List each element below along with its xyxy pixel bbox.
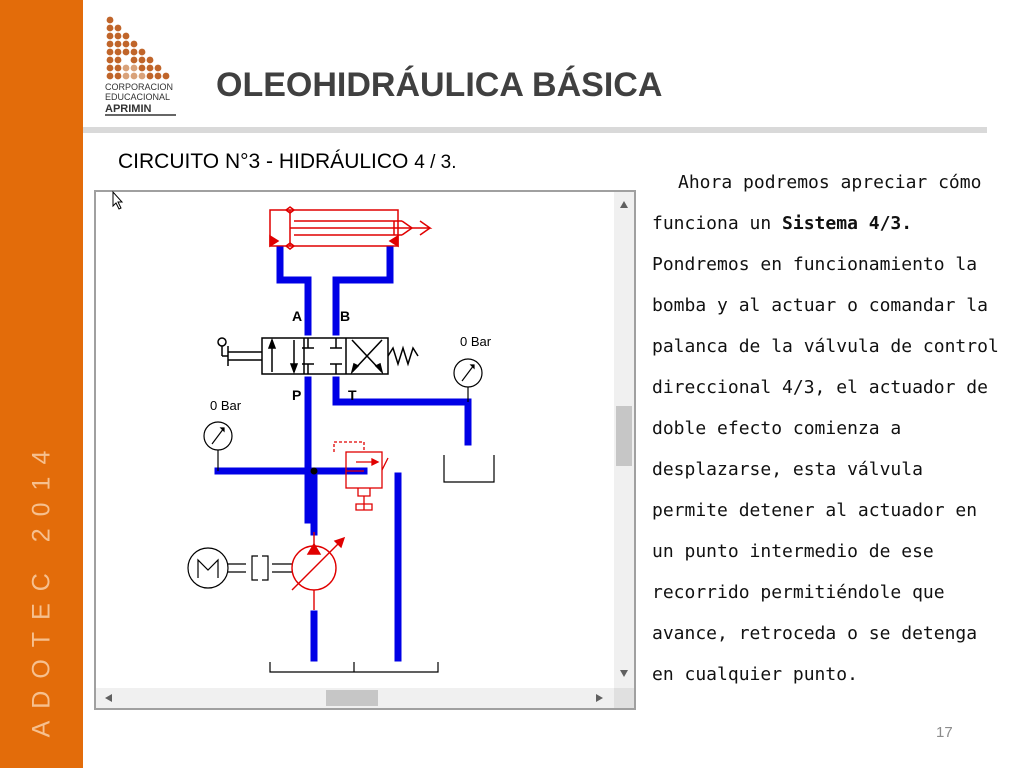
logo-line1: CORPORACION: [105, 82, 174, 92]
subtitle-fraction: 4 / 3.: [414, 152, 457, 173]
slide-title: OLEOHIDRÁULICA BÁSICA: [216, 66, 663, 104]
subtitle-text: CIRCUITO N°3 - HIDRÁULICO: [118, 150, 409, 173]
vertical-scroll-thumb[interactable]: [616, 406, 632, 466]
port-b-label: B: [340, 308, 351, 324]
description-part2: Pondremos en funcionamiento la bomba y al actuar o comandar la palanca de la válvula de control direccional 4/3, el actuador de doble efecto comienza a desplazarse, esta válvula permite detener al actuador en un punto intermedio de ese recorrido permitiéndole que avance, retroceda o se detenga en cualquier punto.: [652, 254, 999, 685]
horizontal-scroll-thumb[interactable]: [326, 690, 378, 706]
vertical-brand-text: ADOTEC 2014: [27, 438, 56, 738]
description-part1: Ahora podremos apreciar cómo funciona un: [652, 172, 982, 234]
page-number: 17: [936, 724, 953, 741]
logo-line2: EDUCACIONAL: [105, 92, 171, 102]
port-p-label: P: [292, 387, 302, 403]
logo-line3: APRIMIN: [105, 103, 152, 115]
port-a-label: A: [292, 308, 303, 324]
description-bold: Sistema 4/3.: [782, 213, 913, 234]
gauge-left-label: 0 Bar: [210, 398, 242, 413]
gauge-right-label: 0 Bar: [460, 334, 492, 349]
logo-dot-pyramid: [107, 17, 170, 80]
description-text: [652, 162, 1002, 695]
aprimin-logo: [104, 14, 182, 118]
hydraulic-simulator-window[interactable]: [94, 190, 636, 710]
title-divider: [83, 127, 987, 133]
description-paragraph: [652, 162, 1002, 695]
subtitle: [118, 150, 456, 174]
junction-dot: [311, 468, 318, 475]
hydraulic-circuit-diagram[interactable]: [94, 190, 636, 710]
port-t-label: T: [348, 387, 357, 403]
